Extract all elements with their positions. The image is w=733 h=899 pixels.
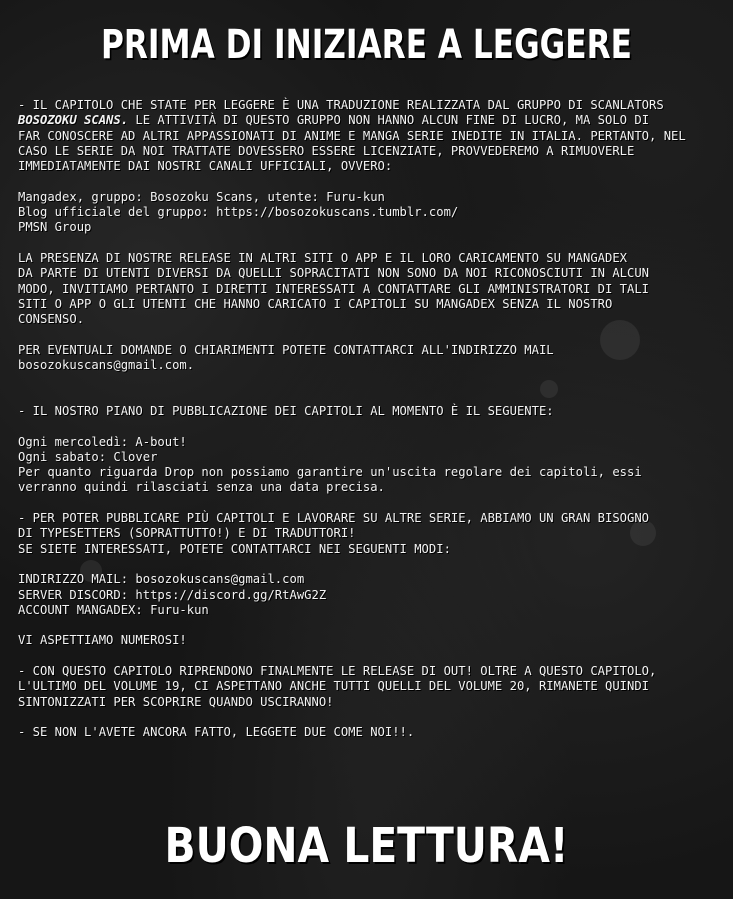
recruit-line: SE SIETE INTERESSATI, POTETE CONTATTARCI NEI SEGUENTI MODI: (18, 541, 451, 556)
channel-item: PMSN Group (18, 220, 92, 235)
intro-line (18, 113, 718, 128)
contact-notice-line: PER EVENTUALI DOMANDE O CHIARIMENTI POTETE CONTATTARCI ALL'INDIRIZZO MAIL (18, 342, 554, 357)
schedule-intro: - IL NOSTRO PIANO DI PUBBLICAZIONE DEI CAPITOLI AL MOMENTO È IL SEGUENTE: (18, 403, 554, 418)
group-name: BOSOZOKU SCANS. (18, 113, 129, 128)
channel-item: Blog ufficiale del gruppo: https://bosozokuscans.tumblr.com/ (18, 205, 459, 220)
release-notice-line: LA PRESENZA DI NOSTRE RELEASE IN ALTRI SITI O APP E IL LORO CARICAMENTO SU MANGADEX (18, 250, 628, 265)
notice-body (18, 98, 718, 740)
release-notice-line: MODO, INVITIAMO PERTANTO I DIRETTI INTERESSATI A CONTATTARE GLI AMMINISTRATORI DI TALI (18, 281, 650, 296)
schedule-item: verranno quindi rilasciati senza una data precisa. (18, 480, 385, 495)
page-title: PRIMA DI INIZIARE A LEGGERE (101, 22, 632, 68)
contact-email: bosozokuscans@gmail.com. (18, 358, 195, 373)
closing-banner: BUONA LETTURA! (164, 818, 569, 874)
intro-line: CASO LE SERIE DA NOI TRATTATE DOVESSERO ESSERE LICENZIATE, PROVVEDEREMO A RIMUOVERLE (18, 143, 635, 158)
release-notice-line: SITI O APP O GLI UTENTI CHE HANNO CARICATO I CAPITOLI SU MANGADEX SENZA IL NOSTRO (18, 296, 613, 311)
channel-item: Mangadex, gruppo: Bosozoku Scans, utente: Furu-kun (18, 189, 385, 204)
schedule-item: Per quanto riguarda Drop non possiamo garantire un'uscita regolare dei capitoli, essi (18, 465, 642, 480)
intro-line-text: LE ATTIVITÀ DI QUESTO GRUPPO NON HANNO ALCUN FINE DI LUCRO, MA SOLO DI (135, 113, 650, 128)
contact-item: SERVER DISCORD: https://discord.gg/RtAwG2Z (18, 587, 327, 602)
final-note: - SE NON L'AVETE ANCORA FATTO, LEGGETE DUE COME NOI!!. (18, 725, 415, 740)
out-news-line: SINTONIZZATI PER SCOPRIRE QUANDO USCIRANNO! (18, 694, 334, 709)
await-line: VI ASPETTIAMO NUMEROSI! (18, 633, 187, 648)
intro-line: - IL CAPITOLO CHE STATE PER LEGGERE È UNA TRADUZIONE REALIZZATA DAL GRUPPO DI SCANLATORS (18, 98, 664, 112)
contact-item: ACCOUNT MANGADEX: Furu-kun (18, 602, 209, 617)
out-news-line: L'ULTIMO DEL VOLUME 19, CI ASPETTANO ANCHE TUTTI QUELLI DEL VOLUME 20, RIMANETE QUINDI (18, 679, 650, 694)
schedule-item: Ogni sabato: Clover (18, 449, 158, 464)
release-notice-line: CONSENSO. (18, 312, 85, 327)
schedule-item: Ogni mercoledì: A-bout! (18, 434, 187, 449)
intro-line: IMMEDIATAMENTE DAI NOSTRI CANALI UFFICIALI, OVVERO: (18, 159, 393, 174)
contact-item: INDIRIZZO MAIL: bosozokuscans@gmail.com (18, 572, 305, 587)
out-news-line: - CON QUESTO CAPITOLO RIPRENDONO FINALMENTE LE RELEASE DI OUT! OLTRE A QUESTO CAPITOLO, (18, 663, 657, 678)
recruit-line: DI TYPESETTERS (SOPRATTUTTO!) E DI TRADUTTORI! (18, 526, 356, 541)
intro-line: FAR CONOSCERE AD ALTRI APPASSIONATI DI ANIME E MANGA SERIE INEDITE IN ITALIA. PERTANTO, NEL (18, 128, 686, 143)
release-notice-line: DA PARTE DI UTENTI DIVERSI DA QUELLI SOPRACITATI NON SONO DA NOI RICONOSCIUTI IN ALCUN (18, 266, 650, 281)
recruit-line: - PER POTER PUBBLICARE PIÙ CAPITOLI E LAVORARE SU ALTRE SERIE, ABBIAMO UN GRAN BISOGNO (18, 511, 650, 526)
